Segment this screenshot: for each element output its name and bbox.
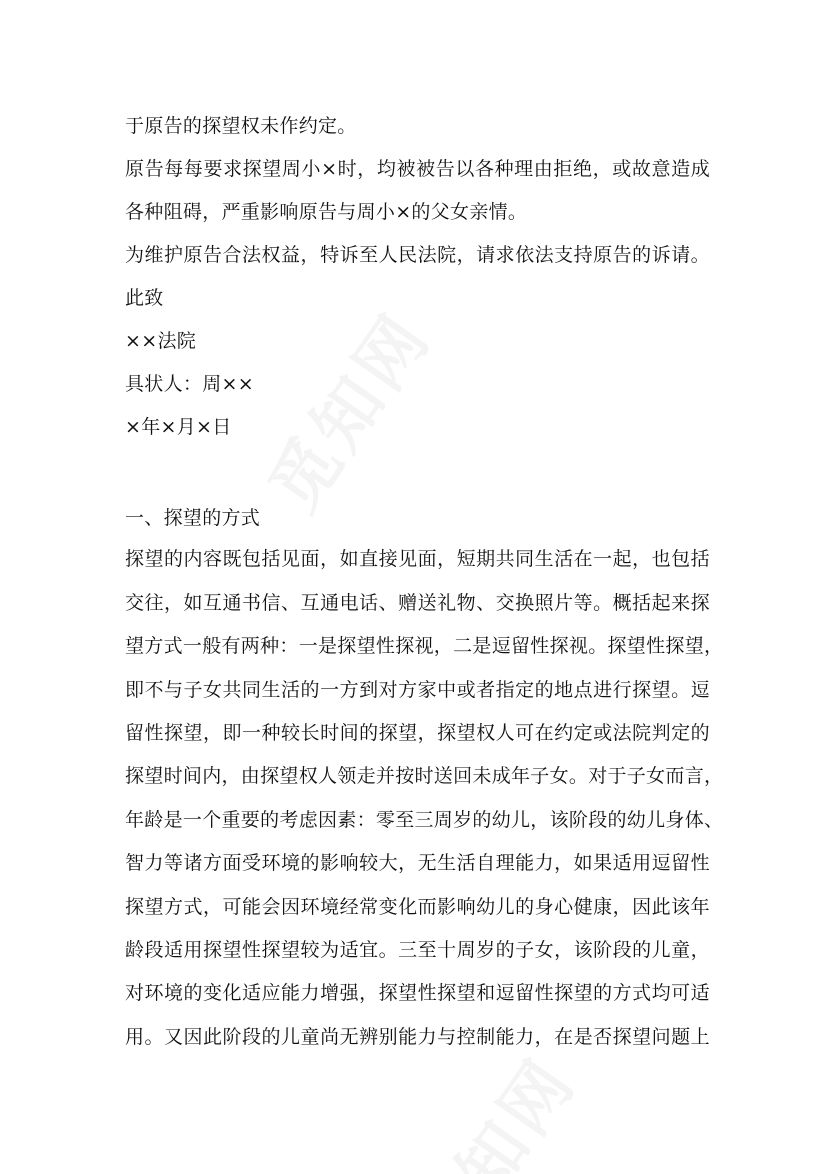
paragraph-line: 对环境的变化适应能力增强，探望性探望和逗留性探望的方式均可适 [125, 982, 710, 1004]
paragraph-line: 交往，如互通书信、互通电话、赠送礼物、交换照片等。概括起来探 [125, 592, 710, 614]
paragraph-line: 即不与子女共同生活的一方到对方家中或者指定的地点进行探望。逗 [125, 679, 710, 701]
paragraph-line: 留性探望，即一种较长时间的探望，探望权人可在约定或法院判定的 [125, 722, 710, 744]
watermark [243, 290, 450, 528]
text-line: 为维护原告合法权益，特诉至人民法院，请求依法支持原告的诉请。 [125, 244, 710, 266]
text-line: 于原告的探望权未作约定。 [125, 115, 357, 137]
paragraph-line: 望方式一般有两种：一是探望性探视，二是逗留性探视。探望性探望， [125, 635, 724, 657]
court-name: ××法院 [125, 330, 197, 352]
paragraph-line: 探望方式，可能会因环境经常变化而影响幼儿的身心健康，因此该年 [125, 896, 710, 918]
paragraph-line: 用。又因此阶段的儿童尚无辨别能力与控制能力，在是否探望问题上 [125, 1026, 710, 1048]
watermark [388, 1035, 595, 1174]
paragraph-line: 探望时间内，由探望权人领走并按时送回未成年子女。对于子女而言， [125, 765, 724, 787]
document-date: ×年×月×日 [125, 416, 232, 438]
paragraph-line: 智力等诸方面受环境的影响较大，无生活自理能力，如果适用逗留性 [125, 852, 710, 874]
section-heading: 一、探望的方式 [125, 507, 261, 529]
closing-salutation: 此致 [125, 287, 164, 309]
paragraph-line: 龄段适用探望性探望较为适宜。三至十周岁的子女，该阶段的儿童， [125, 939, 710, 961]
paragraph-line: 探望的内容既包括见面，如直接见面，短期共同生活在一起，也包括 [125, 548, 710, 570]
text-line: 原告每每要求探望周小×时，均被被告以各种理由拒绝，或故意造成 [125, 158, 710, 180]
text-line: 各种阻碍，严重影响原告与周小×的父女亲情。 [125, 201, 528, 223]
paragraph-line: 年龄是一个重要的考虑因素：零至三周岁的幼儿，该阶段的幼儿身体、 [125, 809, 724, 831]
plaintiff-signature: 具状人：周×× [125, 373, 254, 395]
